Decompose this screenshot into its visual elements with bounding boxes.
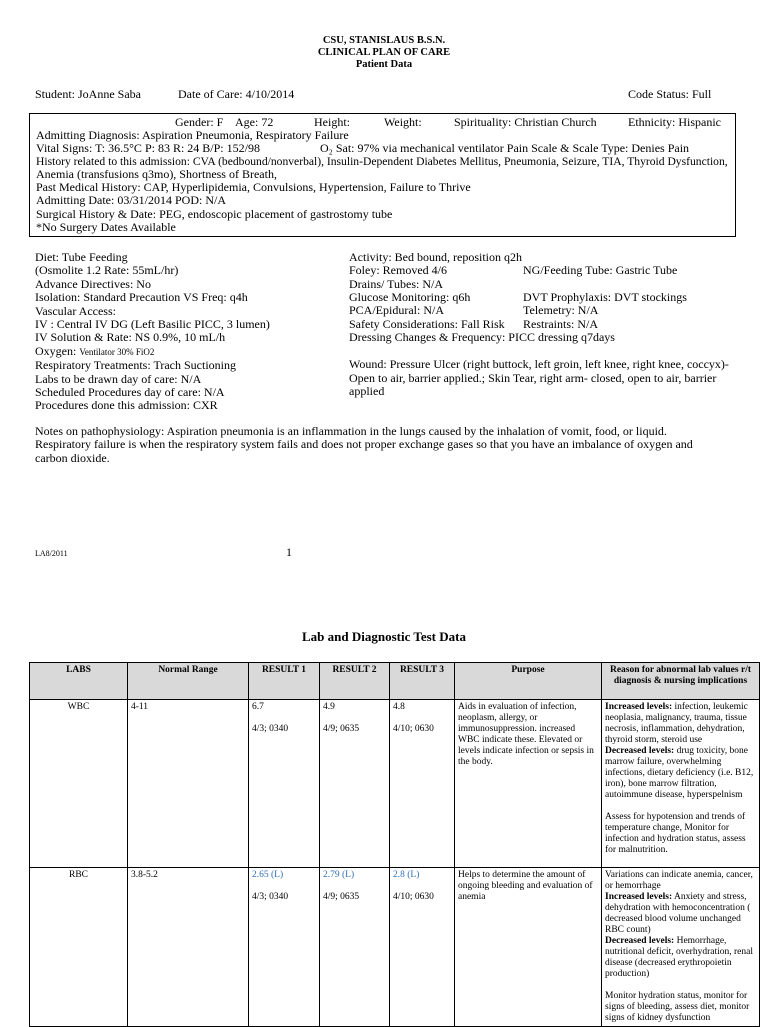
page-number: 1 (286, 545, 292, 559)
col-result-2: RESULT 2 (320, 663, 390, 700)
result-datetime: 4/10; 0630 (393, 724, 434, 734)
respiratory-treatments: Respiratory Treatments: Trach Suctioning (35, 358, 236, 373)
result-1 (249, 700, 320, 868)
admitting-date: Admitting Date: 03/31/2014 POD: N/A (36, 193, 226, 207)
result-datetime: 4/10; 0630 (393, 892, 434, 902)
section-title: Patient Data (355, 59, 413, 70)
result-value: 4.9 (323, 702, 335, 712)
result-value: 6.7 (252, 702, 264, 712)
o2-sat-pain: O₂ Sat: 97% via mechanical ventilator Pain Scale & Scale Type: Denies Pain (320, 141, 690, 155)
increased-label: Increased levels: (605, 702, 673, 712)
col-result-1: RESULT 1 (249, 663, 320, 700)
oxygen-label: Oxygen: (35, 343, 80, 358)
lab-table (29, 662, 760, 1027)
admitting-diagnosis: Admitting Diagnosis: Aspiration Pneumonia, Respiratory Failure (36, 128, 349, 142)
result-datetime: 4/9; 0635 (323, 892, 360, 902)
date-of-care: Date of Care: 4/10/2014 (178, 87, 295, 101)
col-result-3: RESULT 3 (390, 663, 455, 700)
wound-line-2: Open to air, barrier applied.; Skin Tear, right arm- closed, open to air, barrier (349, 371, 717, 385)
glucose-monitoring: Glucose Monitoring: q6h (349, 290, 471, 304)
procedures-done: Procedures done this admission: CXR (35, 398, 218, 413)
spirituality: Spirituality: Christian Church (454, 115, 597, 129)
increased-text: Anxiety and stress, dehydration with hemoconcentration ( decreased blood volume unchanged RBC count) (605, 892, 751, 935)
purpose: Aids in evaluation of infection, neoplasm, allergy, or immunosuppression. increased WBC indicate these. Elevated or levels indicate infection or sepsis in the body. (455, 700, 602, 868)
increased-text: infection, leukemic neoplasia, malignancy, trauma, tissue necrosis, inflammation, dehydration, thyroid storm, steroid use (605, 702, 748, 745)
foley: Foley: Removed 4/6 (349, 263, 447, 277)
history-admission: History related to this admission: CVA (bedbound/nonverbal), Insulin-Dependent Diabetes Mellitus, Pneumonia, Seizure, TIA, Thyroid Dysfunction, (36, 155, 728, 168)
safety-considerations: Safety Considerations: Fall Risk (349, 317, 505, 331)
col-purpose: Purpose (455, 663, 602, 700)
iv-solution: IV Solution & Rate: NS 0.9%, 10 mL/h (35, 330, 226, 345)
result-datetime: 4/9; 0635 (323, 724, 360, 734)
purpose: Helps to determine the amount of ongoing bleeding and evaluation of anemia (455, 868, 602, 1027)
result-2 (320, 868, 390, 1027)
normal-range: 4-11 (128, 700, 249, 868)
scheduled-procedures: Scheduled Procedures day of care: N/A (35, 385, 225, 400)
table-row (30, 700, 760, 868)
vital-signs: Vital Signs: T: 36.5°C P: 83 R: 24 B/P: 152/98 (36, 141, 260, 155)
surgical-history: Surgical History & Date: PEG, endoscopic placement of gastrostomy tube (36, 207, 393, 221)
labs-day-of-care: Labs to be drawn day of care: N/A (35, 371, 202, 386)
vascular-access: Vascular Access: (35, 303, 116, 318)
result-3 (390, 700, 455, 868)
height: Height: (314, 115, 350, 129)
weight: Weight: (384, 115, 422, 129)
activity: Activity: Bed bound, reposition q2h (349, 250, 522, 264)
col-labs: LABS (30, 663, 128, 700)
past-medical-history: Past Medical History: CAP, Hyperlipidemia, Convulsions, Hypertension, Failure to Thrive (36, 180, 471, 194)
age: Age: 72 (235, 115, 274, 129)
result-value: 2.79 (L) (323, 870, 355, 880)
student-name: Student: JoAnne Saba (35, 87, 141, 101)
ethnicity: Ethnicity: Hispanic (628, 115, 721, 129)
result-3 (390, 868, 455, 1027)
result-value: 2.65 (L) (252, 870, 284, 880)
ng-feeding-tube: NG/Feeding Tube: Gastric Tube (523, 263, 678, 277)
history-admission-cont: Anemia (transfusions q3mo), Shortness of Breath, (36, 167, 277, 181)
lab-name: RBC (30, 868, 128, 1027)
result-2 (320, 700, 390, 868)
advance-directives: Advance Directives: No (35, 276, 151, 291)
result-datetime: 4/3; 0340 (252, 892, 289, 902)
reason-implications (602, 868, 760, 1027)
footer-code: LA8/2011 (35, 549, 68, 558)
lab-section-title: Lab and Diagnostic Test Data (302, 629, 466, 644)
col-reason: Reason for abnormal lab values r/t diagnosis & nursing implications (602, 663, 760, 700)
care-details-left (35, 251, 270, 413)
gender: Gender: F (175, 115, 224, 129)
diet: Diet: Tube Feeding (35, 250, 128, 264)
plan-title: CLINICAL PLAN OF CARE (317, 47, 451, 58)
isolation: Isolation: Standard Precaution VS Freq: q4h (35, 290, 248, 305)
telemetry: Telemetry: N/A (523, 303, 599, 317)
nursing-implication: Assess for hypotension and trends of temperature change, Monitor for infection and hydration status, assess for malnutrition. (605, 812, 746, 855)
variation-intro: Variations can indicate anemia, cancer, or hemorrhage (605, 870, 753, 891)
dvt-prophylaxis: DVT Prophylaxis: DVT stockings (523, 290, 687, 304)
table-row (30, 868, 760, 1027)
lab-table-header (30, 663, 760, 700)
increased-label: Increased levels: (605, 892, 673, 902)
wound-line-1: Wound: Pressure Ulcer (right buttock, left groin, left knee, right knee, coccyx)- (349, 357, 729, 371)
nursing-implication: Monitor hydration status, monitor for signs of bleeding, assess diet, monitor signs of kidney dysfunction (605, 991, 750, 1023)
pathophysiology-notes: Notes on pathophysiology: Aspiration pneumonia is an inflammation in the lungs caused by the inhalation of vomit, food, or liquid. Respiratory failure is when the respiratory system fails and does not proper exchange gases so that you have an imbalance of oxygen and carbon dioxide. (35, 424, 693, 465)
lab-name: WBC (30, 700, 128, 868)
decreased-label: Decreased levels: (605, 936, 675, 946)
osmolite-rate: (Osmolite 1.2 Rate: 55mL/hr) (35, 263, 179, 278)
no-surgery-note: *No Surgery Dates Available (36, 220, 176, 234)
school-title: CSU, STANISLAUS B.S.N. (322, 35, 446, 46)
result-value: 2.8 (L) (393, 870, 420, 880)
decreased-text: Hemorrhage, nutritional deficit, overhydration, renal disease (decreased erythropoietin production) (605, 936, 753, 979)
demographics-box (29, 113, 736, 237)
pca-epidural: PCA/Epidural: N/A (349, 303, 444, 317)
drains-tubes: Drains/ Tubes: N/A (349, 277, 444, 291)
decreased-text: drug toxicity, bone marrow failure, overwhelming infections, dietary deficiency (i.e. B12, iron), bone marrow filtration, autoimmune disease, hyperspelnism (605, 746, 754, 800)
decreased-label: Decreased levels: (605, 746, 675, 756)
result-datetime: 4/3; 0340 (252, 724, 289, 734)
col-normal-range: Normal Range (128, 663, 249, 700)
wound-line-3: applied (349, 384, 385, 398)
code-status: Code Status: Full (628, 87, 712, 101)
oxygen-value: Ventilator 30% FiO2 (79, 346, 155, 357)
result-1 (249, 868, 320, 1027)
oxygen (35, 345, 270, 359)
result-value: 4.8 (393, 702, 405, 712)
dressing-changes: Dressing Changes & Frequency: PICC dressing q7days (349, 330, 615, 344)
restraints: Restraints: N/A (523, 317, 598, 331)
normal-range: 3.8-5.2 (128, 868, 249, 1027)
iv-access: IV : Central IV DG (Left Basilic PICC, 3 lumen) (35, 317, 270, 332)
reason-implications (602, 700, 760, 868)
